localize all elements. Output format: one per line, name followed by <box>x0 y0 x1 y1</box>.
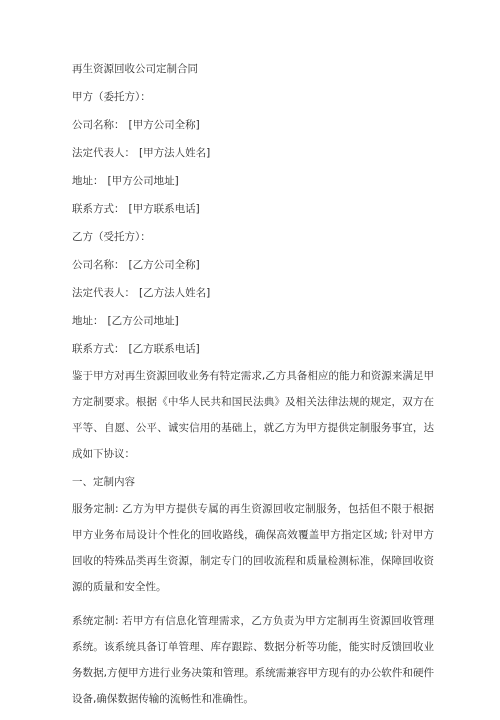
party-b-address <box>72 314 434 329</box>
party-b-company-value: [乙方公司全称] <box>128 259 200 271</box>
party-b-contact <box>72 342 434 357</box>
party-b-rep-label: 法定代表人： <box>72 287 135 299</box>
party-b-address-value: [乙方公司地址] <box>107 315 179 327</box>
party-b-contact-label: 联系方式： <box>72 343 125 355</box>
system-customization-paragraph: 系统定制: 若甲方有信息化管理需求，乙方负责为甲方定制再生资源回收管理系统。该系统具备订单管理、库存跟踪、数据分析等功能，能实时反馈回收业务数据,方便甲方进行业务决策和管理。系统需兼容甲方现有的办公软件和硬件设备,确保数据传输的流畅性和准确性。 <box>72 615 434 705</box>
contract-title: 再生资源回收公司定制合同 <box>72 63 198 75</box>
party-a-address <box>72 174 434 189</box>
section-1-heading: 一、定制内容 <box>72 476 135 488</box>
party-a-address-value: [甲方公司地址] <box>107 175 179 187</box>
party-a-company-label: 公司名称： <box>72 119 125 131</box>
party-a-contact-label: 联系方式： <box>72 203 125 215</box>
service-customization-paragraph: 服务定制: 乙方为甲方提供专属的再生资源回收定制服务，包括但不限于根据甲方业务布局设计个性化的回收路线，确保高效覆盖甲方指定区域; 针对甲方回收的特殊品类再生资源，制定专门的回收流程和质量检测标准，保障回收资源的质量和安全性。 <box>72 503 434 593</box>
party-a-company-value: [甲方公司全称] <box>128 119 200 131</box>
party-a-company <box>72 118 434 133</box>
party-b-address-label: 地址： <box>72 315 104 327</box>
party-b-rep-value: [乙方法人姓名] <box>139 287 211 299</box>
party-b-company-label: 公司名称： <box>72 259 125 271</box>
party-a-address-label: 地址： <box>72 175 104 187</box>
party-b-heading: 乙方（受托方）： <box>72 231 151 243</box>
contract-body <box>72 62 434 720</box>
party-a-heading: 甲方（委托方）： <box>72 91 151 103</box>
party-b-company <box>72 258 434 273</box>
party-a-contact <box>72 202 434 217</box>
party-a-rep-label: 法定代表人： <box>72 147 135 159</box>
party-a-rep <box>72 146 434 161</box>
party-b-rep <box>72 286 434 301</box>
party-b-contact-value: [乙方联系电话] <box>128 343 200 355</box>
party-a-rep-value: [甲方法人姓名] <box>139 147 211 159</box>
preamble-paragraph: 鉴于甲方对再生资源回收业务有特定需求,乙方具备相应的能力和资源来满足甲方定制要求。根据《中华人民共和国民法典》及相关法律法规的规定，双方在平等、自愿、公平、诚实信用的基础上，就乙方为甲方提供定制服务事宜，达成如下协议： <box>72 370 434 460</box>
party-a-contact-value: [甲方联系电话] <box>128 203 200 215</box>
